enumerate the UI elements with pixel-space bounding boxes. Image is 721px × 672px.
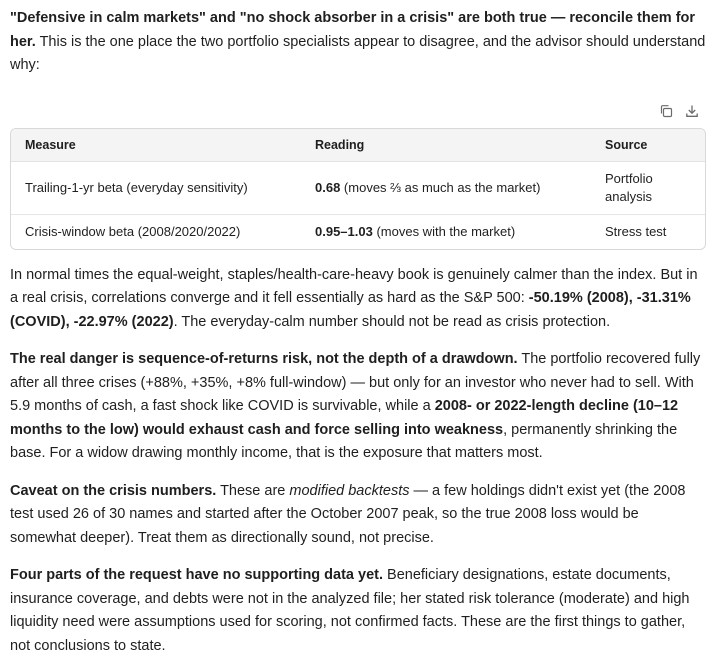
header-measure: Measure: [11, 129, 301, 162]
cell-reading: [301, 214, 591, 249]
cell-source: Portfolio analysis: [591, 161, 705, 214]
sequence-risk-heading: The real danger is sequence-of-returns risk, not the depth of a drawdown.: [10, 351, 518, 367]
cash-exhaustion-warning: 2008- or 2022-length decline (10–12 months to the low) would exhaust cash and force selling into weakness: [10, 398, 679, 438]
cell-measure: Crisis-window beta (2008/2020/2022): [25, 223, 241, 239]
correlation-paragraph: [10, 264, 706, 335]
crisis-returns: -50.19% (2008), -31.31% (COVID), -22.97% (2022): [10, 290, 691, 330]
cell-measure: Trailing-1-yr beta (everyday sensitivity): [11, 161, 301, 214]
reading-value: 0.68: [315, 179, 341, 195]
para1-text: In normal times the equal-weight, staples/health-care-heavy book is genuinely calmer than the index. But in a real crisis, correlations converge and it fell essentially as hard as the S&P 500:: [10, 266, 698, 306]
table-header-row: [11, 129, 705, 162]
missing-data-paragraph: [10, 564, 706, 658]
sequence-risk-paragraph: [10, 348, 706, 466]
message-content: [10, 7, 706, 672]
caveat-heading: Caveat on the crisis numbers.: [10, 482, 217, 499]
para4-text: Beneficiary designations, estate documents, insurance coverage, and debts were not in the analyzed file; her stated risk tolerance (moderate) and high liquidity need were assumptions used for scoring, not confirmed facts. These are the first things to gather, not conclusions to state.: [10, 567, 690, 654]
table-toolbar: [10, 100, 706, 122]
intro-heading: "Defensive in calm markets" and "no shock absorber in a crisis" are both true — reconcile them for her.: [10, 10, 696, 50]
para2-text2: , permanently shrinking the base. For a widow drawing monthly income, that is the exposure that matters most.: [10, 421, 678, 461]
table-row: [11, 214, 705, 249]
table-row: [11, 161, 705, 214]
caveat-paragraph: [10, 480, 706, 551]
intro-paragraph: [10, 7, 706, 78]
download-icon[interactable]: [684, 103, 700, 119]
cell-reading: [301, 161, 591, 214]
reading-value: 0.95–1.03: [315, 223, 373, 239]
reading-note: (moves ⅔ as much as the market): [340, 179, 541, 195]
header-reading: Reading: [301, 129, 591, 162]
cell-source: Stress test: [605, 223, 667, 239]
beta-table: [10, 128, 706, 250]
para1-tail: . The everyday-calm number should not be read as crisis protection.: [173, 313, 611, 330]
intro-text: This is the one place the two portfolio specialists appear to disagree, and the advisor should understand why:: [10, 33, 706, 73]
reading-note: (moves with the market): [372, 223, 516, 239]
para3-text2: — a few holdings didn't exist yet (the 2008 test used 26 of 30 names and started after the October 2007 peak, so the true 2008 loss would be somewhat deeper). Treat them as directionally sound, not precise.: [10, 482, 686, 546]
header-source: Source: [591, 129, 705, 162]
missing-data-heading: Four parts of the request have no supporting data yet.: [10, 567, 384, 583]
copy-icon[interactable]: [658, 103, 674, 119]
modified-backtests: modified backtests: [289, 482, 410, 499]
para3-text1: These are: [216, 482, 290, 499]
para2-text1: The portfolio recovered fully after all three crises (+88%, +35%, +8% full-window) — but only for an investor who never had to sell. With 5.9 months of cash, a fast shock like COVID is survivable, while a: [10, 351, 701, 414]
